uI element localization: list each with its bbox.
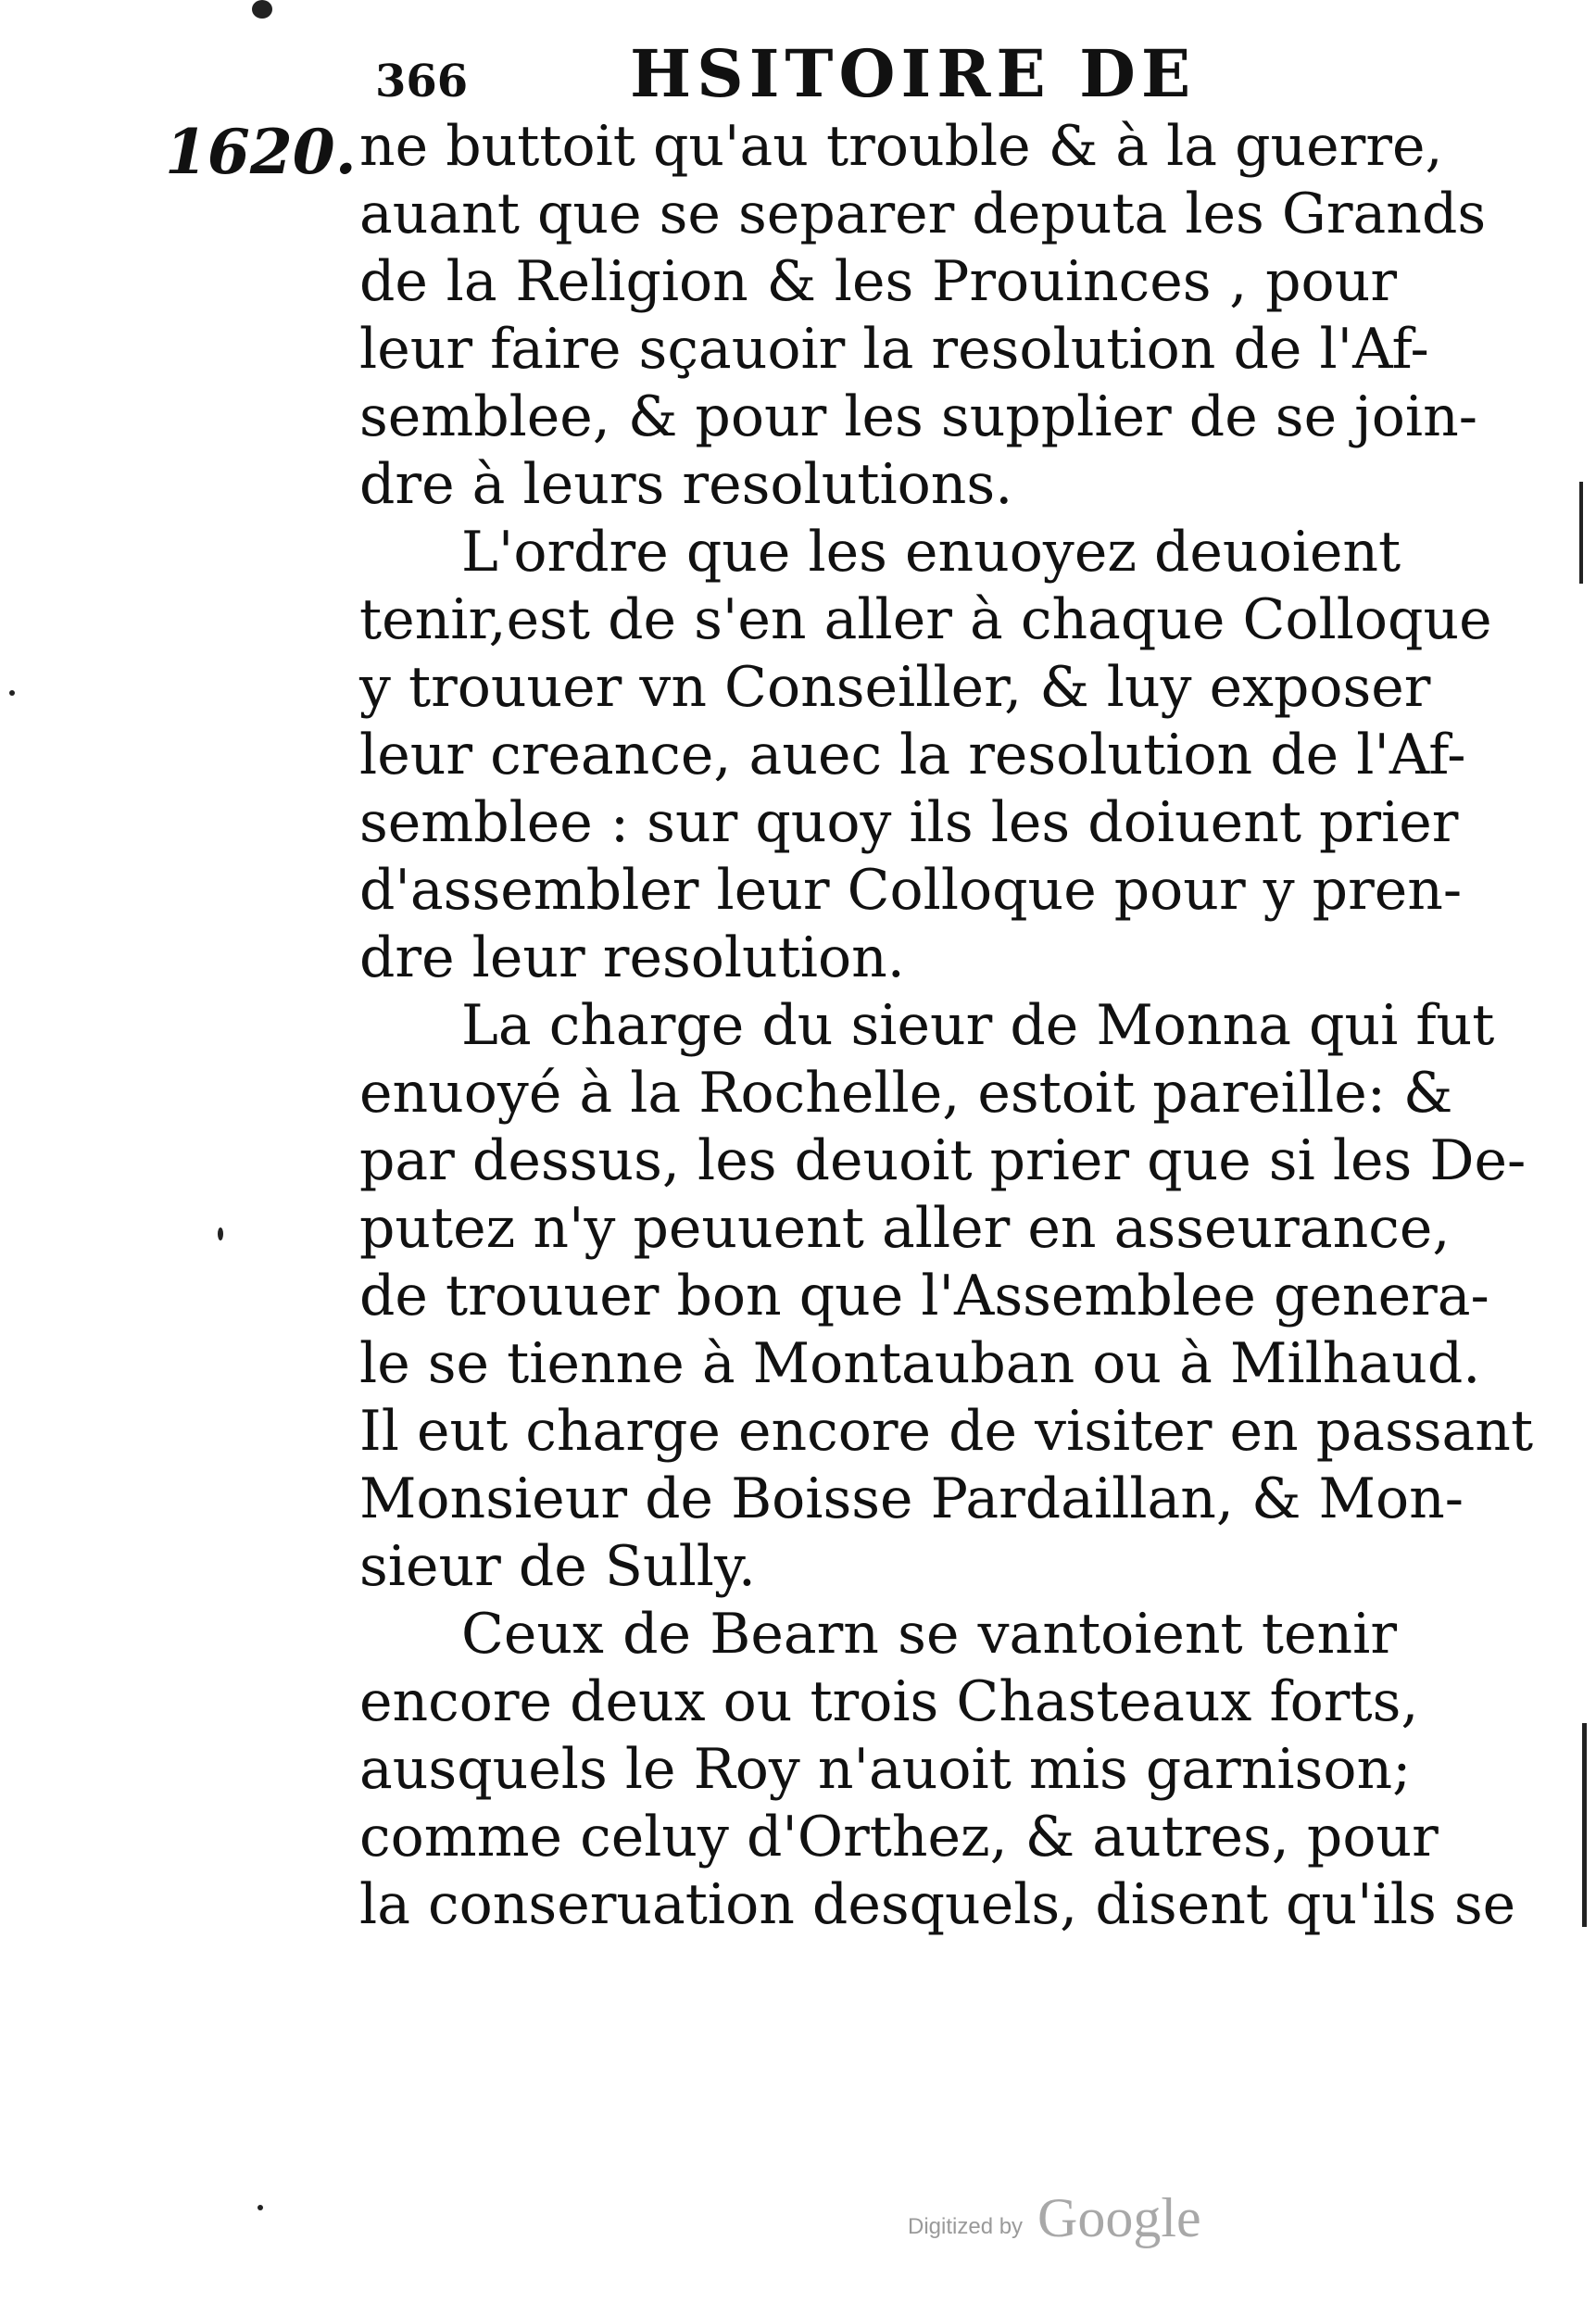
text-line: sieur de Sully.: [359, 1534, 756, 1599]
text-line: dre leur resolution.: [359, 925, 905, 990]
page-edge-mark: [1582, 1723, 1587, 1927]
scan-speck: [252, 0, 272, 19]
text-line: de trouuer bon que l'Assemblee genera-: [359, 1264, 1489, 1328]
text-line: comme celuy d'Orthez, & autres, pour: [359, 1805, 1439, 1869]
text-line: enuoyé à la Rochelle, estoit pareille: &: [359, 1061, 1453, 1126]
text-line: Monsieur de Boisse Pardaillan, & Mon-: [359, 1466, 1464, 1531]
text-line: semblee : sur quoy ils les doiuent prier: [359, 790, 1459, 855]
text-line: encore deux ou trois Chasteaux forts,: [359, 1669, 1419, 1734]
text-line: La charge du sieur de Monna qui fut: [461, 993, 1495, 1058]
text-line: leur faire sçauoir la resolution de l'Af-: [359, 317, 1429, 382]
digitized-by-label: Digitized by: [908, 2214, 1024, 2239]
text-line: Ceux de Bearn se vantoient tenir: [461, 1602, 1397, 1667]
text-line: dre à leurs resolutions.: [359, 452, 1013, 517]
text-line: d'assembler leur Colloque pour y pren-: [359, 858, 1463, 923]
text-line: la conseruation desquels, disent qu'ils se: [359, 1872, 1516, 1937]
text-line: le se tienne à Montauban ou à Milhaud.: [359, 1331, 1481, 1396]
text-line: par dessus, les deuoit prier que si les De-: [359, 1128, 1527, 1193]
page-edge-mark: [1579, 482, 1583, 584]
body-text: [359, 113, 1534, 1939]
digitization-credit: [908, 2186, 1278, 2260]
page-number: 366: [375, 56, 469, 107]
text-line: leur creance, auec la resolution de l'Af-: [359, 723, 1466, 787]
text-line: auant que se separer deputa les Grands: [359, 182, 1487, 246]
text-line: ausquels le Roy n'auoit mis garnison;: [359, 1737, 1412, 1802]
text-line: ne buttoit qu'au trouble & à la guerre,: [359, 114, 1443, 179]
scan-speck: [9, 690, 15, 696]
scan-speck: [258, 2205, 263, 2210]
text-line: tenir,est de s'en aller à chaque Colloque: [359, 587, 1492, 652]
text-line: semblee, & pour les supplier de se join-: [359, 384, 1478, 449]
text-line: y trouuer vn Conseiller, & luy exposer: [359, 655, 1431, 720]
text-line: putez n'y peuuent aller en asseurance,: [359, 1196, 1451, 1261]
running-head: HSITOIRE DE: [630, 35, 1197, 112]
google-logo: Google: [1037, 2187, 1201, 2248]
text-line: Il eut charge encore de visiter en passant: [359, 1399, 1534, 1464]
text-line: L'ordre que les enuoyez deuoient: [461, 520, 1401, 585]
text-line: de la Religion & les Prouinces , pour: [359, 249, 1397, 314]
margin-year: 1620.: [165, 116, 357, 188]
scan-speck: [218, 1227, 223, 1240]
